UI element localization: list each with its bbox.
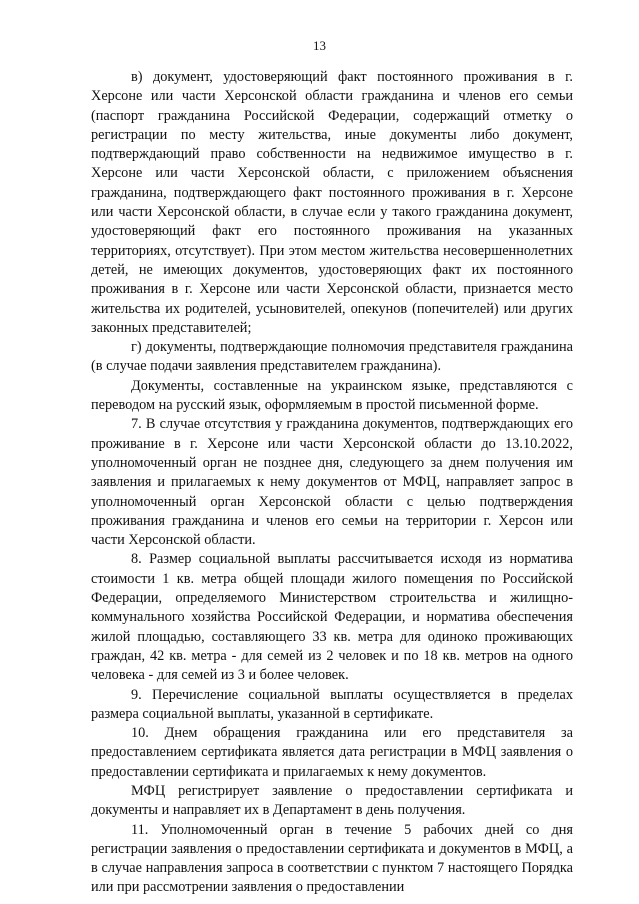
paragraph-mfc-registration: МФЦ регистрирует заявление о предоставлении сертификата и документы и направляет их в Департамент в день получения. xyxy=(91,782,573,819)
document-body xyxy=(91,68,573,898)
paragraph-g-representative-documents: г) документы, подтверждающие полномочия представителя гражданина (в случае подачи заявления представителем гражданина). xyxy=(91,339,573,375)
paragraph-v-residence-document: в) документ, удостоверяющий факт постоянного проживания в г. Херсоне или части Херсонской области гражданина и членов его семьи (паспорт гражданина Российской Федерации, содержащий отметку о регистрации по месту жительства, иные документы либо документ, подтверждающий право собственности на недвижимое имущество в г. Херсоне или части Херсонской области, с приложением объяснения гражданина, подтверждающего факт постоянного проживания в г. Херсоне или части Херсонской области, в случае если у такого гражданина документ, удостоверяющий факт его постоянного проживания на указанных территориях, отсутствует). При этом местом жительства несовершеннолетних детей, не имеющих документов, удостоверяющих факт их постоянного проживания в г. Херсоне или части Херсонской области, признается место жительства их родителей, усыновителей, опекунов (попечителей) или других законных представителей; xyxy=(91,69,573,336)
paragraph-7-request: 7. В случае отсутствия у гражданина документов, подтверждающих его проживание в г. Херсоне или части Херсонской области до 13.10.2022, уполномоченный орган не позднее дня, следующего за днем получения им заявления и прилагаемых к нему документов от МФЦ, направляет запрос в уполномоченный орган Херсонской области с целью подтверждения проживания гражданина и членов его семьи на территории г. Херсон или части Херсонской области. xyxy=(91,416,573,549)
paragraph-ukrainian-documents: Документы, составленные на украинском языке, представляются с переводом на русский язык, оформляемым в простой письменной форме. xyxy=(91,377,573,414)
paragraph-9-transfer: 9. Перечисление социальной выплаты осуществляется в пределах размера социальной выплаты, указанной в сертификате. xyxy=(91,686,573,722)
page-number: 13 xyxy=(313,38,326,53)
paragraph-11-authorized-body: 11. Уполномоченный орган в течение 5 рабочих дней со дня регистрации заявления о предоставлении сертификата и документов в МФЦ, а в случае направления запроса в соответствии с пунктом 7 настоящего Порядка или при рассмотрении заявления о предоставлении xyxy=(91,821,573,896)
paragraph-8-payment-size: 8. Размер социальной выплаты рассчитывается исходя из норматива стоимости 1 кв. метра общей площади жилого помещения по Российской Федерации, определяемого Министерством строительства и жилищно-коммунального хозяйства Российской Федерации, и норматива обеспечения жилой площадью, составляющего 33 кв. метра для одиноко проживающих граждан, 42 кв. метра - для семей из 2 человек и по 18 кв. метров на одного человека - для семей из 3 и более человек. xyxy=(91,551,573,684)
paragraph-10-application-date: 10. Днем обращения гражданина или его представителя за предоставлением сертификата является дата регистрации в МФЦ заявления о предоставлении сертификата и прилагаемых к нему документов. xyxy=(91,725,573,780)
